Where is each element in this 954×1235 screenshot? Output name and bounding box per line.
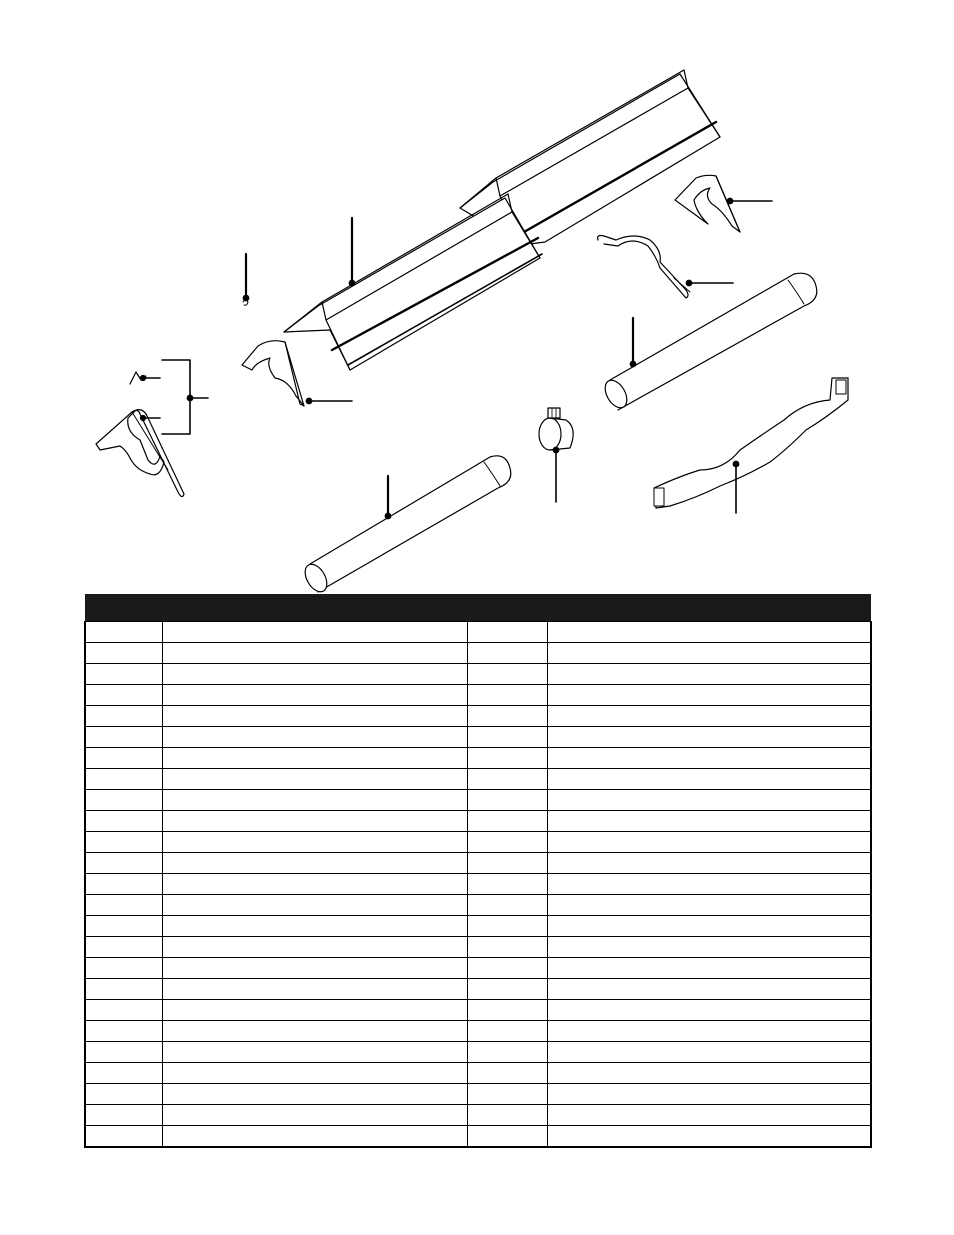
table-cell <box>85 937 162 958</box>
table-cell <box>85 748 162 769</box>
table-row <box>85 769 871 790</box>
table-row <box>85 979 871 1000</box>
table-cell <box>547 916 871 937</box>
table-cell <box>467 1021 547 1042</box>
table-row <box>85 727 871 748</box>
table-row <box>85 685 871 706</box>
table-cell <box>162 958 467 979</box>
table-row <box>85 895 871 916</box>
table-cell <box>467 706 547 727</box>
table-cell <box>467 853 547 874</box>
table-cell <box>467 727 547 748</box>
tube-clamp <box>539 408 573 450</box>
table-cell <box>547 1021 871 1042</box>
table-cell <box>547 853 871 874</box>
table-cell <box>85 622 162 643</box>
table-cell <box>467 1063 547 1084</box>
table-cell <box>85 664 162 685</box>
table-cell <box>547 1000 871 1021</box>
table-cell <box>162 811 467 832</box>
table-cell <box>85 1084 162 1105</box>
table-cell <box>467 937 547 958</box>
table-cell <box>162 874 467 895</box>
parts-list-table <box>84 594 872 1148</box>
header-cell <box>85 594 162 622</box>
table-row <box>85 1042 871 1063</box>
hook-hanger <box>598 236 690 299</box>
table-cell <box>85 916 162 937</box>
table-cell <box>85 832 162 853</box>
table-header-row <box>85 594 871 622</box>
table-cell <box>547 1042 871 1063</box>
table-cell <box>162 1000 467 1021</box>
table-cell <box>162 664 467 685</box>
table-row <box>85 622 871 643</box>
table-cell <box>467 643 547 664</box>
table-cell <box>162 1042 467 1063</box>
table-cell <box>85 769 162 790</box>
table-cell <box>85 685 162 706</box>
table-cell <box>467 1084 547 1105</box>
table-cell <box>85 811 162 832</box>
table-row <box>85 790 871 811</box>
table-cell <box>547 1084 871 1105</box>
callout-dot <box>187 395 193 401</box>
table-cell <box>547 664 871 685</box>
table-row <box>85 1084 871 1105</box>
table-cell <box>467 664 547 685</box>
parts-table-body <box>85 622 871 1148</box>
table-cell <box>547 937 871 958</box>
table-cell <box>547 895 871 916</box>
table-row <box>85 664 871 685</box>
grouping-bracket <box>162 360 208 434</box>
table-cell <box>467 874 547 895</box>
table-cell <box>162 1063 467 1084</box>
heat-shield-lower <box>284 194 542 370</box>
table-cell <box>467 1000 547 1021</box>
table-cell <box>547 622 871 643</box>
table-cell <box>547 1126 871 1148</box>
header-cell <box>162 594 467 622</box>
table-cell <box>162 1105 467 1126</box>
table-cell <box>85 706 162 727</box>
table-row <box>85 832 871 853</box>
callout-dot <box>630 361 636 367</box>
tube-lower <box>301 456 511 596</box>
table-cell <box>467 832 547 853</box>
table-cell <box>162 727 467 748</box>
table-cell <box>547 1063 871 1084</box>
callout-dot <box>349 280 355 286</box>
table-cell <box>547 727 871 748</box>
table-cell <box>547 979 871 1000</box>
table-cell <box>85 1042 162 1063</box>
table-cell <box>85 853 162 874</box>
table-cell <box>547 685 871 706</box>
table-cell <box>467 895 547 916</box>
table-cell <box>547 874 871 895</box>
table-cell <box>162 895 467 916</box>
table-row <box>85 1126 871 1148</box>
table-cell <box>467 748 547 769</box>
table-row <box>85 811 871 832</box>
table-cell <box>85 643 162 664</box>
table-cell <box>162 685 467 706</box>
table-cell <box>85 790 162 811</box>
table-cell <box>162 790 467 811</box>
table-row <box>85 853 871 874</box>
callout-dot <box>733 461 739 467</box>
callout-dot <box>385 513 391 519</box>
table-cell <box>162 979 467 1000</box>
table-cell <box>162 748 467 769</box>
table-cell <box>162 769 467 790</box>
table-cell <box>85 1000 162 1021</box>
table-cell <box>162 1021 467 1042</box>
table-cell <box>162 1126 467 1148</box>
table-row <box>85 1105 871 1126</box>
table-cell <box>547 748 871 769</box>
table-row <box>85 1063 871 1084</box>
table-cell <box>547 832 871 853</box>
table-row <box>85 706 871 727</box>
wire-hanger-clip <box>96 410 184 497</box>
table-cell <box>85 1021 162 1042</box>
table-cell <box>467 685 547 706</box>
header-cell <box>467 594 547 622</box>
table-cell <box>467 1126 547 1148</box>
table-cell <box>467 916 547 937</box>
table-cell <box>162 937 467 958</box>
table-cell <box>467 622 547 643</box>
table-cell <box>85 958 162 979</box>
table-cell <box>162 1084 467 1105</box>
table-row <box>85 1000 871 1021</box>
table-cell <box>467 1042 547 1063</box>
table-row <box>85 1021 871 1042</box>
table-cell <box>85 1063 162 1084</box>
table-cell <box>162 832 467 853</box>
callout-dot <box>553 447 559 453</box>
table-cell <box>547 769 871 790</box>
table-cell <box>162 643 467 664</box>
table-cell <box>162 706 467 727</box>
exploded-parts-diagram <box>0 0 954 600</box>
table-cell <box>162 853 467 874</box>
table-cell <box>467 790 547 811</box>
table-cell <box>85 1126 162 1148</box>
table-cell <box>162 916 467 937</box>
table-cell <box>85 1105 162 1126</box>
callout-dot <box>727 198 733 204</box>
table-cell <box>467 979 547 1000</box>
heat-wrap-strap <box>654 378 848 508</box>
table-cell <box>547 706 871 727</box>
end-bracket-left <box>242 341 304 406</box>
callout-dot <box>243 295 249 301</box>
table-row <box>85 643 871 664</box>
table-row <box>85 937 871 958</box>
table-cell <box>547 1105 871 1126</box>
table-cell <box>547 790 871 811</box>
table-cell <box>85 895 162 916</box>
table-row <box>85 958 871 979</box>
table-cell <box>547 643 871 664</box>
table-cell <box>467 1105 547 1126</box>
table-cell <box>467 958 547 979</box>
table-cell <box>467 811 547 832</box>
header-cell <box>547 594 871 622</box>
table-cell <box>85 874 162 895</box>
table-row <box>85 916 871 937</box>
table-cell <box>85 727 162 748</box>
callout-dot <box>306 398 312 404</box>
table-cell <box>162 622 467 643</box>
table-cell <box>547 958 871 979</box>
table-cell <box>467 769 547 790</box>
callout-dot <box>141 416 146 421</box>
table-row <box>85 874 871 895</box>
callout-dot <box>686 280 692 286</box>
table-cell <box>85 979 162 1000</box>
table-row <box>85 748 871 769</box>
table-cell <box>547 811 871 832</box>
callout-dot <box>141 376 146 381</box>
